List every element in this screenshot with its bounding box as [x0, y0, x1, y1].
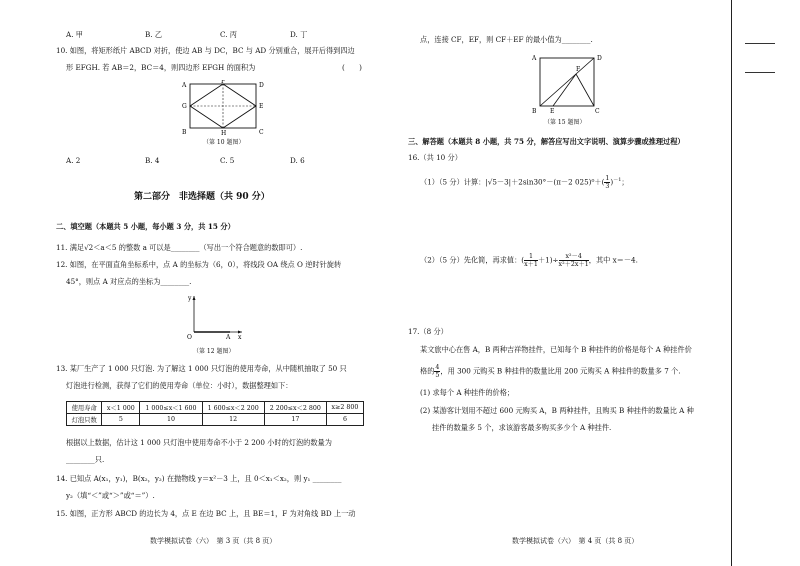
q10-label-a: A: [182, 82, 187, 89]
table-cell: x≥2 800: [326, 402, 363, 414]
q10-label-c: C: [259, 129, 264, 136]
q10-line2: 形 EFGH. 若 AB＝2，BC＝4，则四边形 EFGH 的面积为: [66, 63, 256, 72]
table-cell: 灯泡只数: [67, 414, 102, 426]
q10-caption: （第 10 题图）: [203, 139, 245, 146]
q9-option-c: C. 丙: [220, 30, 237, 39]
q9-option-d: D. 丁: [290, 30, 308, 39]
q10-option-b: B. 4: [145, 156, 160, 165]
q16-part1-end: ；: [621, 177, 629, 187]
q16-part2-frac1-den: x＋1: [524, 261, 538, 268]
q16-part2: [420, 253, 638, 268]
q15-figure: [530, 52, 610, 114]
q12-label-y: y: [188, 295, 192, 302]
right-page: [400, 0, 730, 566]
q15-caption: （第 15 题图）: [544, 119, 586, 126]
q15-label-a: A: [532, 55, 537, 62]
q16-part1-frac-num: 1: [605, 175, 610, 182]
q16-part1-frac-den: 3: [605, 183, 610, 190]
table-cell: 2 200≤x＜2 800: [264, 402, 326, 414]
q17-title: 17.（8 分）: [408, 327, 448, 336]
table-cell: 6: [326, 414, 363, 426]
lifespan-table: [66, 401, 364, 426]
q11-text: 11. 满足√2＜a＜5 的整数 a 可以是________（写出一个符合题意的数即可）.: [56, 243, 303, 252]
q17-line2: [420, 364, 681, 379]
q16-part2-text-c: ，其中 x＝－4.: [588, 255, 638, 265]
q17-line1: 某文旅中心在售 A，B 两种吉祥物挂件，已知每个 B 种挂件的价格是每个 A 种挂件价: [420, 345, 692, 354]
q16-part1-paren-open: (: [601, 177, 605, 187]
q16-part2-text-a: （2）（5 分）先化简，再求值：(: [420, 255, 525, 265]
margin-mark-line-2: [745, 72, 775, 73]
q15-label-f: F: [576, 66, 581, 73]
q16-part1-text: （1）（5 分）计算：|√5－3|＋2sin30°－(π－2 025)⁰＋: [420, 177, 602, 187]
margin-mark-line-1: [745, 43, 775, 44]
table-cell: 1 000≤x＜1 600: [140, 402, 202, 414]
q15-label-c: C: [595, 108, 600, 114]
q17-frac-num: 4: [435, 364, 440, 371]
q12-line1: 12. 如图，在平面直角坐标系中，点 A 的坐标为（6，0），将线段 OA 绕点 O 逆时针旋转: [56, 260, 342, 269]
q16-part2-fraction2: [559, 253, 589, 268]
q16-part2-text-b: ＋1)÷: [537, 255, 559, 265]
q10-line1: 10. 如图，将矩形纸片 ABCD 对折，使边 AB 与 DC，BC 与 AD 分别重合，展开后得到四边: [56, 46, 355, 55]
right-page-footer: 数学模拟试卷（六） 第 4 页（共 8 页）: [512, 537, 639, 545]
q16-part1-paren-close: ): [610, 177, 614, 187]
q10-label-f: F: [221, 80, 226, 85]
q16-part2-fraction1: [524, 253, 538, 268]
q10-label-e: E: [259, 103, 264, 110]
q9-option-b: B. 乙: [145, 30, 163, 39]
table-cell: x＜1 000: [102, 402, 140, 414]
q15-line1: 15. 如图，正方形 ABCD 的边长为 4，点 E 在边 BC 上，且 BE＝1，F 为对角线 BD 上一动: [56, 509, 356, 518]
q10-option-d: D. 6: [290, 156, 305, 165]
q13-line1: 13. 某厂生产了 1 000 只灯泡. 为了解这 1 000 只灯泡的使用寿命，从中随机抽取了 50 只: [56, 364, 347, 373]
q13-line3: 根据以上数据，估计这 1 000 只灯泡中使用寿命不小于 2 200 小时的灯泡的数量为: [66, 438, 332, 447]
q12-label-o: O: [187, 334, 192, 341]
q17-line2-text-b: ，用 300 元购买 B 种挂件的数量比用 200 元购买 A 种挂件的数量多 7 个.: [440, 366, 681, 376]
q12-line2: 45°，则点 A 对应点的坐标为________.: [66, 277, 192, 286]
section3-title: 三、解答题（本题共 8 小题，共 75 分，解答应写出文字说明、演算步骤或推理过程）: [408, 137, 685, 146]
table-cell: 10: [140, 414, 202, 426]
binding-margin-divider: [731, 0, 732, 566]
q10-answer-paren: ( ): [342, 63, 362, 72]
q15-label-e: E: [550, 108, 555, 114]
q13-line4: ________只.: [66, 455, 105, 464]
q14-line1: 14. 已知点 A(x₁，y₁)，B(x₂，y₂) 在抛物线 y＝x²－3 上，且 0＜x₁＜x₂，则 y₁ ________: [56, 474, 342, 483]
q16-part1-exponent: －1: [613, 177, 622, 184]
table-cell: 12: [202, 414, 264, 426]
q10-label-b: B: [182, 129, 187, 136]
q15-label-d: D: [597, 55, 602, 62]
table-row: [67, 414, 364, 426]
q10-option-a: A. 2: [66, 156, 81, 165]
q12-label-a: A: [226, 334, 231, 341]
q17-line2-text-a: 格的: [420, 366, 435, 376]
q17-sub2-line1: (2) 某游客计划用不超过 600 元购买 A，B 两种挂件，且购买 B 种挂件的数量比 A 种: [420, 406, 694, 415]
q17-sub1: (1) 求每个 A 种挂件的价格；: [420, 388, 515, 397]
q12-label-x: x: [238, 334, 242, 341]
q13-line2: 灯泡进行检测，获得了它们的使用寿命（单位：小时），数据整理如下：: [66, 381, 293, 390]
left-page-footer: 数学模拟试卷（六） 第 3 页（共 8 页）: [150, 537, 277, 545]
q14-line2: y₂（填“＜”或“＞”或“＝”）.: [66, 491, 155, 500]
q10-option-c: C. 5: [220, 156, 235, 165]
q10-label-h: H: [221, 130, 227, 136]
table-cell: 使用寿命: [67, 402, 102, 414]
q16-title: 16.（共 10 分）: [408, 153, 462, 162]
q17-frac-den: 5: [435, 372, 440, 379]
q10-label-g: G: [182, 103, 187, 110]
q15-label-b: B: [532, 108, 537, 114]
table-cell: 1 600≤x＜2 200: [202, 402, 264, 414]
q16-part2-frac1-num: 1: [524, 253, 538, 261]
q10-label-d: D: [259, 82, 264, 89]
table-cell: 5: [102, 414, 140, 426]
q9-option-a: A. 甲: [66, 30, 83, 39]
q10-figure: [180, 80, 270, 136]
q16-part1: [420, 175, 629, 190]
q12-caption: （第 12 题图）: [193, 348, 235, 355]
part2-title: 第二部分 非选择题（共 90 分）: [134, 192, 270, 202]
section2-title: 二、填空题（本题共 5 小题，每小题 3 分，共 15 分）: [56, 222, 235, 231]
q16-part2-frac2-num: x²－4: [559, 253, 589, 261]
q17-sub2-line2: 挂件的数量多 5 个，求该游客最多购买多少个 A 种挂件.: [432, 423, 612, 432]
q15-continued: 点，连接 CF，EF，则 CF＋EF 的最小值为________.: [420, 35, 593, 44]
table-header-row: [67, 402, 364, 414]
table-cell: 17: [264, 414, 326, 426]
q12-figure: [180, 292, 250, 342]
q16-part2-frac2-den: x²＋2x＋1: [558, 261, 589, 268]
